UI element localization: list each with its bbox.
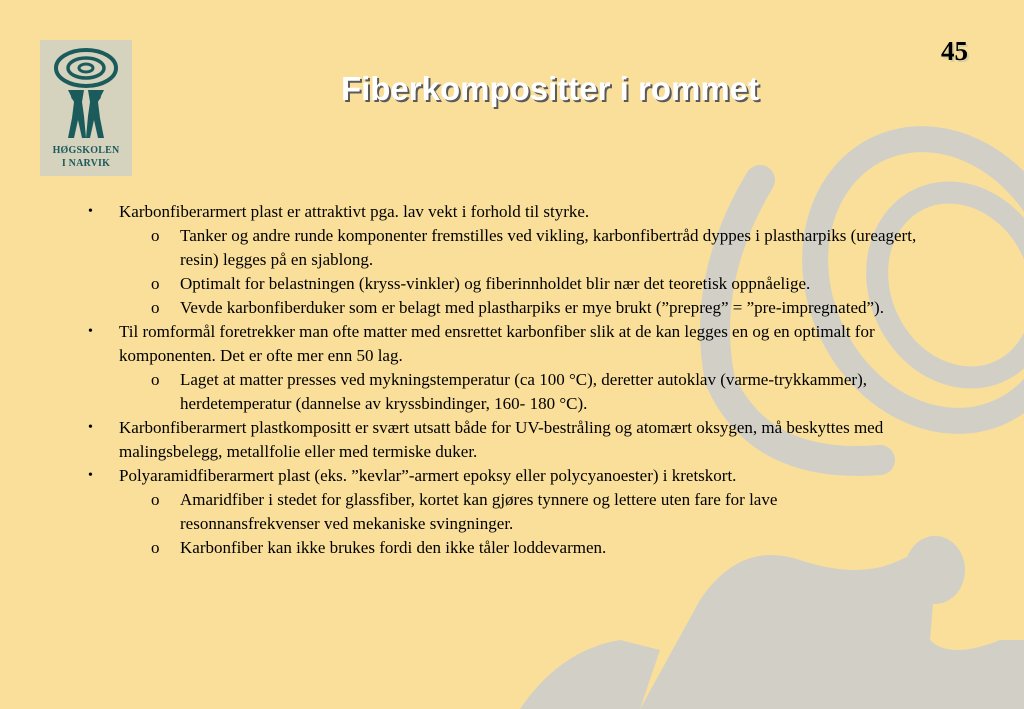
sub-bullet-item bbox=[0, 272, 1000, 296]
bullet-text: Til romformål foretrekker man ofte matter med ensrettet karbonfiber slik at de kan legges en og en optimalt for komponenten. Det er ofte mer enn 50 lag. bbox=[119, 322, 875, 365]
bullet-marker: • bbox=[88, 468, 93, 483]
sub-bullet-item bbox=[0, 488, 1000, 536]
bullet-text: Karbonfiberarmert plastkompositt er svært utsatt både for UV-bestråling og atomært oksygen, må beskyttes med malingsbelegg, metallfolie eller med termiske duker. bbox=[119, 418, 884, 461]
sub-bullet-item bbox=[0, 536, 1000, 560]
sub-bullet-item bbox=[0, 368, 1000, 416]
bullet-item bbox=[0, 200, 1000, 224]
sub-bullet-marker: o bbox=[151, 538, 160, 557]
sub-bullet-text: Amaridfiber i stedet for glassfiber, kortet kan gjøres tynnere og lettere uten fare for lave resonnansfrekvenser ved mekaniske svingninger. bbox=[180, 490, 778, 533]
bullet-item bbox=[0, 416, 1000, 464]
bullet-marker: • bbox=[88, 204, 93, 219]
school-logo bbox=[40, 40, 132, 176]
sub-bullet-marker: o bbox=[151, 490, 160, 509]
bullet-item bbox=[0, 464, 1000, 488]
bullet-item bbox=[0, 320, 1000, 368]
sub-bullet-marker: o bbox=[151, 370, 160, 389]
sub-bullet-text: Karbonfiber kan ikke brukes fordi den ikke tåler loddevarmen. bbox=[180, 538, 607, 557]
bullet-text: Karbonfiberarmert plast er attraktivt pga. lav vekt i forhold til styrke. bbox=[119, 202, 590, 221]
logo-text-line2: I NARVIK bbox=[61, 158, 111, 169]
sub-bullet-text: Tanker og andre runde komponenter fremstilles ved vikling, karbonfibertråd dyppes i plastharpiks (ureagert, resin) legges på en sjablong. bbox=[180, 226, 917, 269]
logo-text-line1: HØGSKOLEN bbox=[52, 145, 120, 156]
slide-number: 45 bbox=[941, 36, 968, 66]
bullet-marker: • bbox=[88, 420, 93, 435]
sub-bullet-marker: o bbox=[151, 298, 160, 317]
bullet-marker: • bbox=[88, 324, 93, 339]
sub-bullet-text: Optimalt for belastningen (kryss-vinkler) og fiberinnholdet blir nær det teoretisk oppnåelige. bbox=[180, 274, 811, 293]
sub-bullet-item bbox=[0, 224, 1000, 272]
sub-bullet-marker: o bbox=[151, 274, 160, 293]
bullet-list bbox=[0, 200, 1000, 560]
slide-title: Fiberkompositter i rommet bbox=[340, 70, 760, 107]
bullet-text: Polyaramidfiberarmert plast (eks. ”kevlar”-armert epoksy eller polycyanoester) i kretskort. bbox=[119, 466, 737, 485]
sub-bullet-item bbox=[0, 296, 1000, 320]
logo-emblem-icon bbox=[40, 40, 132, 144]
sub-bullet-text: Laget at matter presses ved mykningstemperatur (ca 100 °C), deretter autoklav (varme-trykkammer), herdetemperatur (dannelse av kryssbindinger, 160- 180 °C). bbox=[180, 370, 868, 413]
sub-bullet-marker: o bbox=[151, 226, 160, 245]
sub-bullet-text: Vevde karbonfiberduker som er belagt med plastharpiks er mye brukt (”prepreg” = ”pre-impregnated”). bbox=[180, 298, 884, 317]
